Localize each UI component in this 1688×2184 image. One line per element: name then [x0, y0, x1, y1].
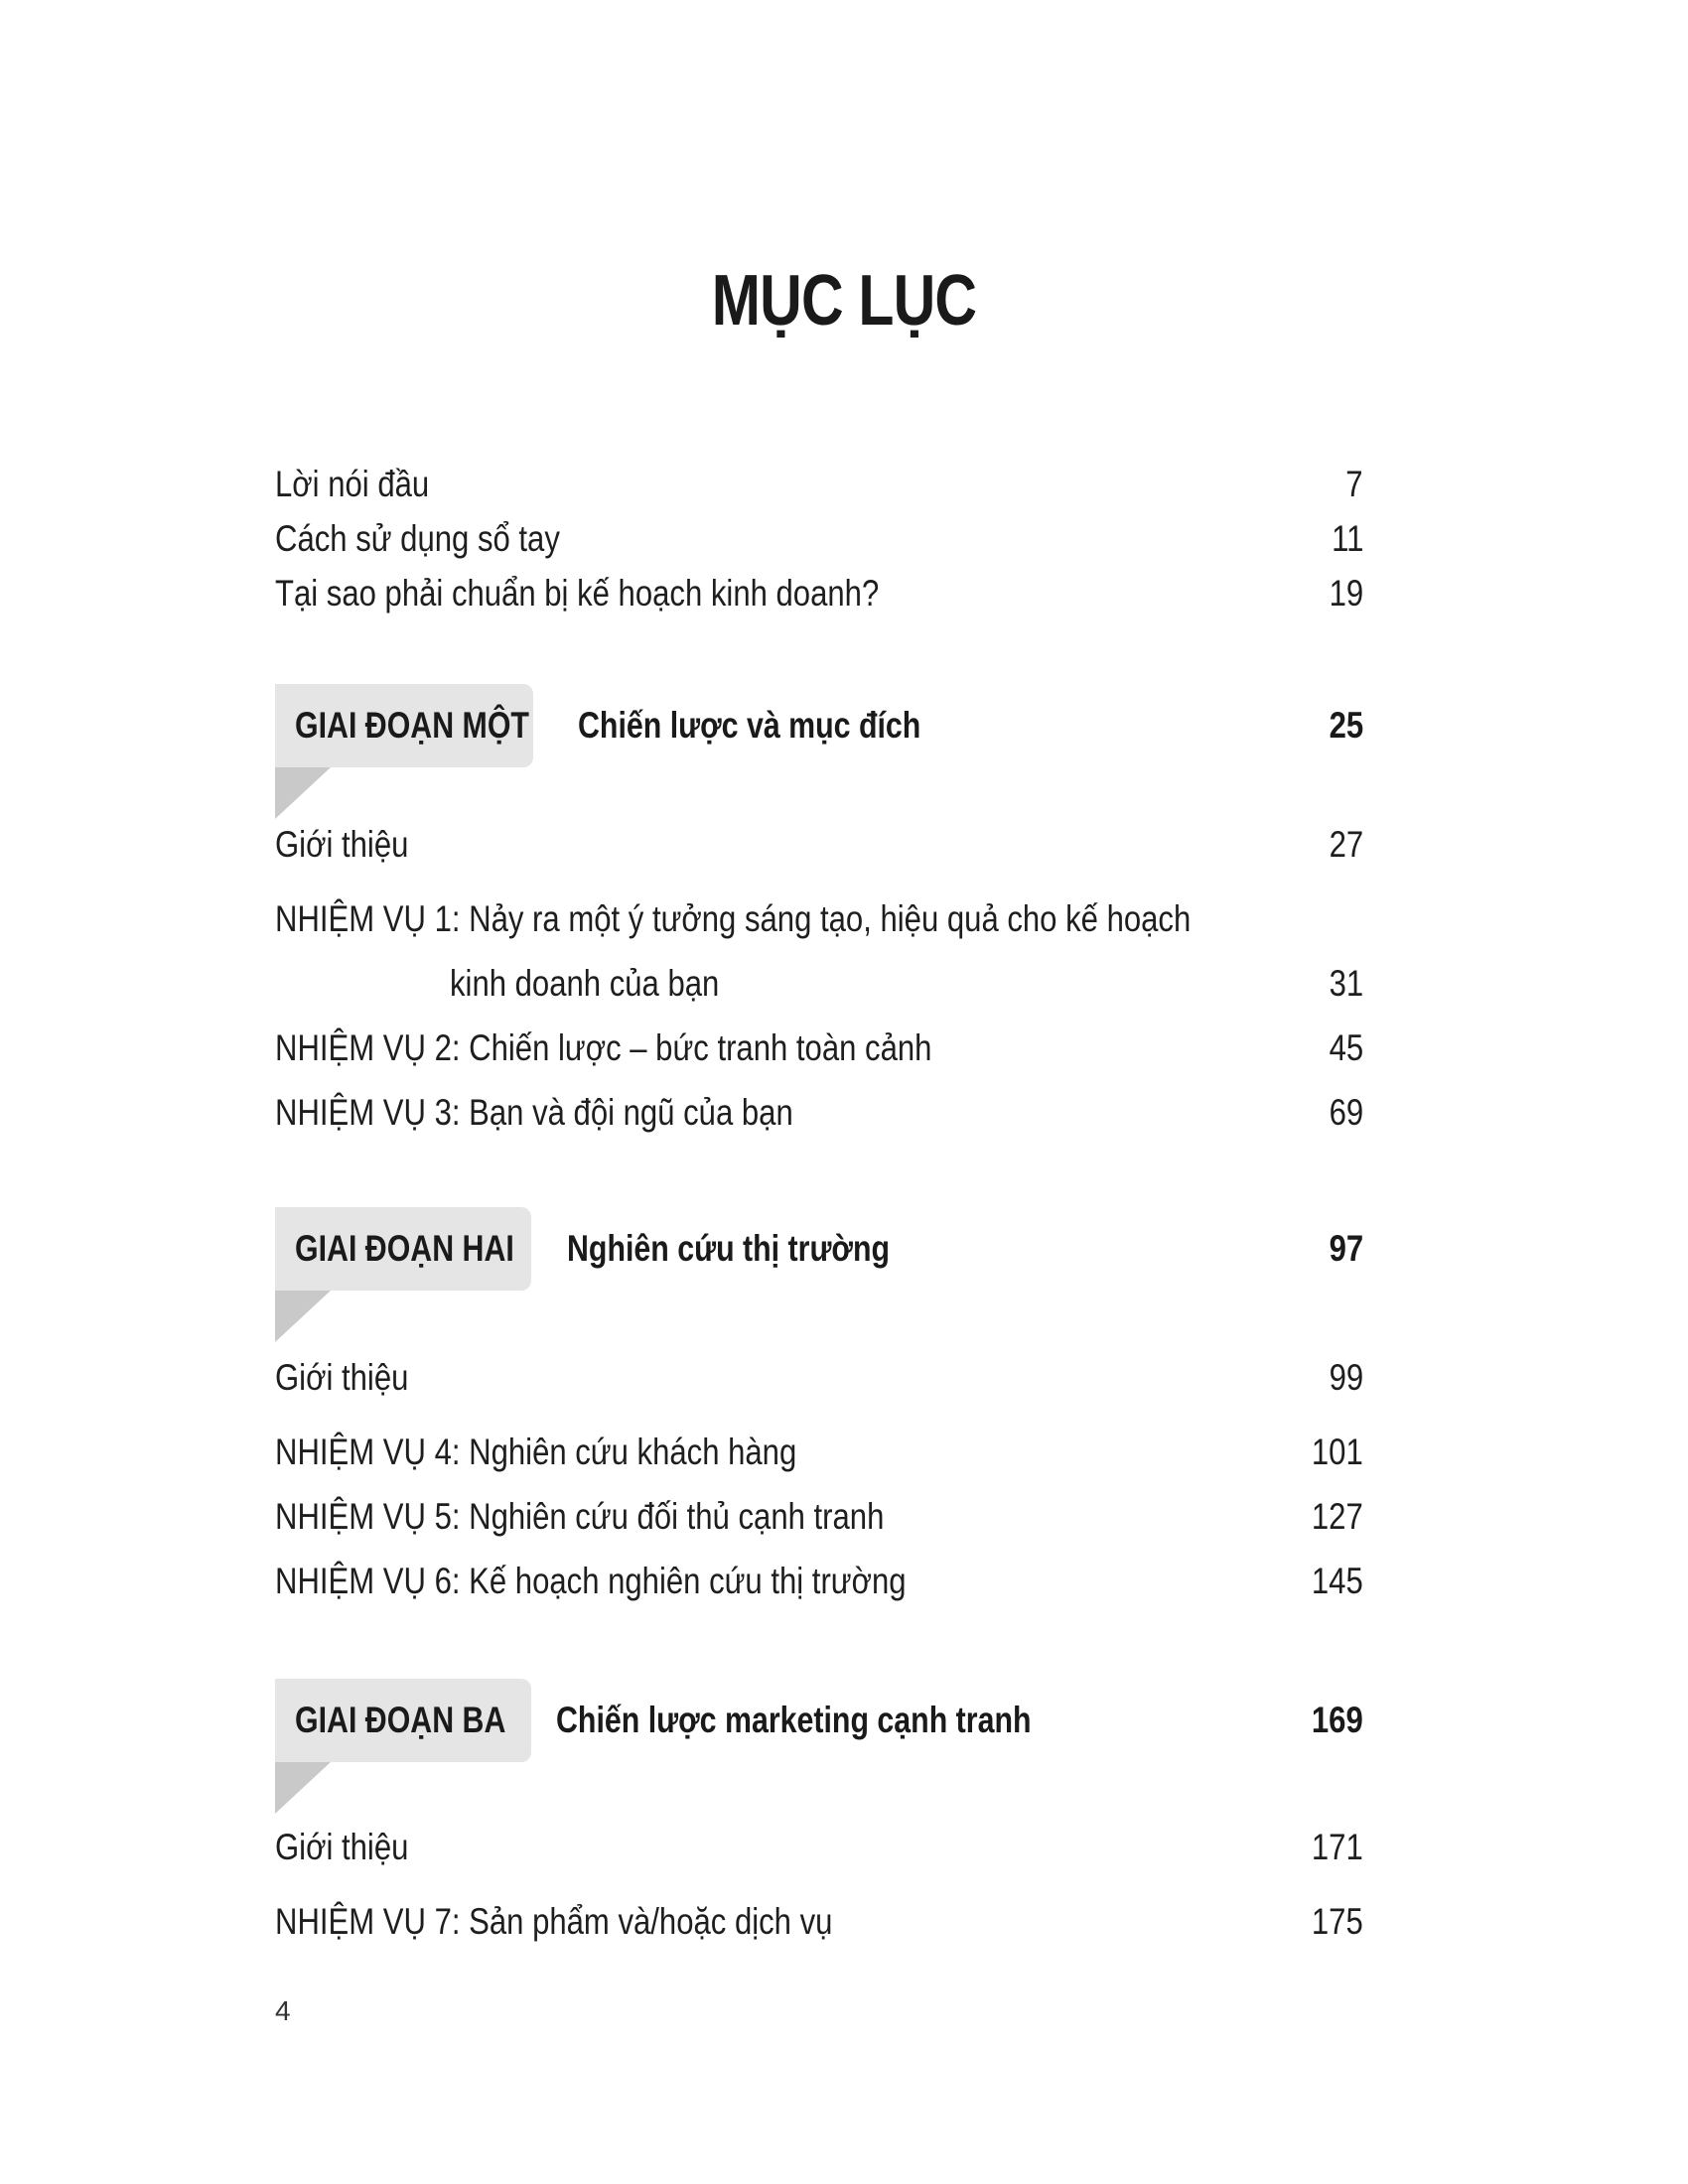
entry-label: Giới thiệu — [275, 1827, 409, 1867]
entry-page: 27 — [1329, 824, 1363, 865]
phase-tab-tail — [275, 1762, 331, 1814]
phase-page: 25 — [1329, 705, 1363, 746]
entry-label: NHIỆM VỤ 4: Nghiên cứu khách hàng — [275, 1432, 797, 1472]
toc-entry — [275, 1557, 1363, 1606]
phase-tab — [275, 684, 533, 767]
entry-page: 45 — [1329, 1027, 1363, 1068]
toc-entry — [275, 894, 1363, 944]
phase-heading — [275, 684, 1363, 813]
phase-tab — [275, 1207, 531, 1291]
page-number: 4 — [275, 1995, 291, 2026]
toc-entry — [275, 1353, 1363, 1403]
entry-label: kinh doanh của bạn — [450, 963, 720, 1004]
entry-label: NHIỆM VỤ 5: Nghiên cứu đối thủ cạnh tranh — [275, 1496, 885, 1537]
phase-title: Chiến lược marketing cạnh tranh — [556, 1700, 1032, 1740]
entry-page: 7 — [1345, 464, 1363, 504]
phase-tab-label: GIAI ĐOẠN MỘT — [295, 705, 529, 746]
phase-tab-tail — [275, 1291, 331, 1342]
toc-entry — [275, 514, 1363, 564]
phase-heading — [275, 1679, 1363, 1808]
entry-page: 175 — [1312, 1901, 1363, 1942]
entry-label: NHIỆM VỤ 3: Bạn và đội ngũ của bạn — [275, 1092, 793, 1133]
entry-page: 11 — [1331, 518, 1363, 559]
toc-entry — [275, 1428, 1363, 1477]
toc-entry — [275, 1088, 1363, 1138]
entry-page: 31 — [1329, 963, 1363, 1004]
entry-page: 19 — [1329, 573, 1363, 614]
phase-tab-label: GIAI ĐOẠN BA — [295, 1700, 506, 1740]
entry-page: 99 — [1329, 1357, 1363, 1398]
entry-page: 127 — [1312, 1496, 1363, 1537]
entry-label: Tại sao phải chuẩn bị kế hoạch kinh doanh? — [275, 573, 880, 614]
toc-entry — [275, 1897, 1363, 1947]
entry-label: NHIỆM VỤ 7: Sản phẩm và/hoặc dịch vụ — [275, 1901, 833, 1942]
toc-entry — [275, 569, 1363, 618]
entry-page: 101 — [1312, 1432, 1363, 1472]
phase-title: Chiến lược và mục đích — [578, 705, 921, 746]
entry-page: 145 — [1312, 1561, 1363, 1601]
phase-title: Nghiên cứu thị trường — [567, 1228, 891, 1269]
phase-tab — [275, 1679, 531, 1762]
page-title: MỤC LỤC — [711, 261, 977, 341]
phase-heading — [275, 1207, 1363, 1336]
toc-entry — [275, 1024, 1363, 1073]
entry-page: 171 — [1312, 1827, 1363, 1867]
entry-label: NHIỆM VỤ 2: Chiến lược – bức tranh toàn cảnh — [275, 1027, 932, 1068]
toc-entry — [275, 820, 1363, 870]
phase-page: 169 — [1312, 1700, 1363, 1740]
entry-label: Cách sử dụng sổ tay — [275, 518, 560, 559]
toc-entry — [275, 1492, 1363, 1542]
entry-page: 69 — [1329, 1092, 1363, 1133]
phase-tab-tail — [275, 767, 331, 819]
entry-label: Giới thiệu — [275, 1357, 409, 1398]
phase-page: 97 — [1329, 1228, 1363, 1269]
entry-label: NHIỆM VỤ 6: Kế hoạch nghiên cứu thị trường — [275, 1561, 907, 1601]
phase-tab-label: GIAI ĐOẠN HAI — [295, 1228, 514, 1269]
entry-label: NHIỆM VỤ 1: Nảy ra một ý tưởng sáng tạo, hiệu quả cho kế hoạch — [275, 898, 1192, 939]
toc-entry — [275, 460, 1363, 509]
toc-entry — [275, 1823, 1363, 1872]
entry-label: Lời nói đầu — [275, 464, 430, 504]
toc-entry-continued — [275, 959, 1363, 1009]
entry-label: Giới thiệu — [275, 824, 409, 865]
